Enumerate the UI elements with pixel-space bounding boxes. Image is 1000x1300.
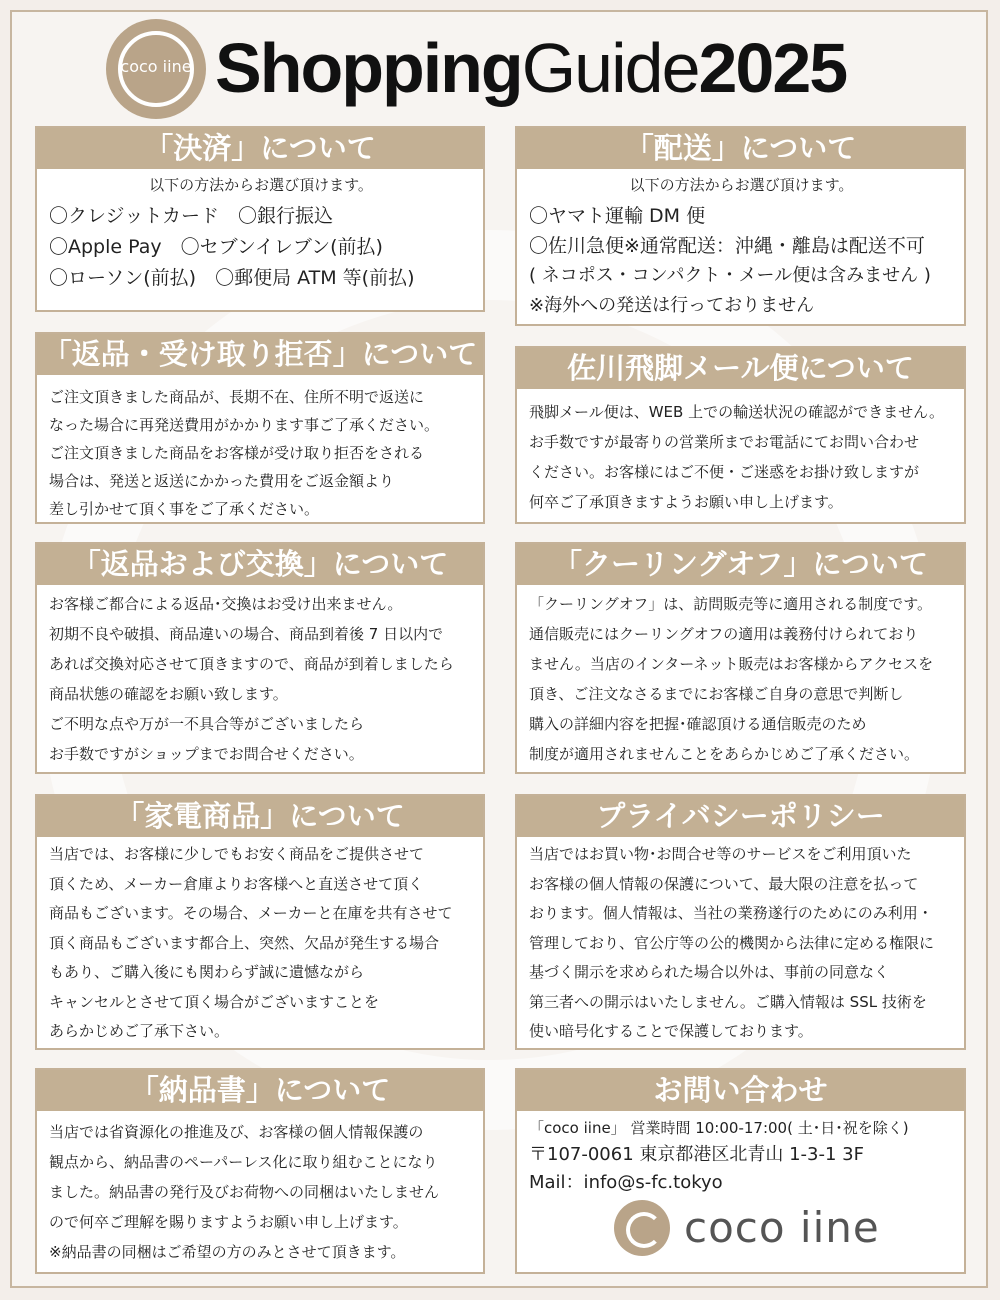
delivery-intro: 以下の方法からお選び頂けます。	[629, 176, 854, 194]
section-heading: 「決済」について	[37, 128, 483, 169]
text-line: ました。納品書の発行及びお荷物への同梱はいたしません	[49, 1183, 440, 1201]
payment-line: 〇クレジットカード 〇銀行振込	[49, 204, 333, 227]
payment-intro: 以下の方法からお選び頂けます。	[149, 176, 373, 194]
section-heading: 「配送」について	[517, 128, 964, 169]
privacy-section	[515, 794, 966, 1050]
text-line: お手数ですがショップまでお問合せください。	[49, 745, 364, 763]
text-line: ません。当店のインターネット販売はお客様からアクセスを	[529, 655, 934, 673]
contact-address: 〒107-0061 東京都港区北青山 1-3-1 3F	[529, 1144, 864, 1165]
text-line: お客様ご都合による返品･交換はお受け出来ません。	[49, 595, 403, 613]
delivery-line: 〇ヤマト運輸 DM 便	[529, 204, 706, 227]
text-line: 使い暗号化することで保護しております。	[529, 1022, 813, 1040]
section-heading: 「返品および交換」について	[37, 544, 483, 585]
text-line: 通信販売にはクーリングオフの適用は義務付けられており	[529, 625, 919, 643]
contact-section	[515, 1068, 966, 1274]
delivery-section	[515, 126, 966, 326]
text-line: あれば交換対応させて頂きますので、商品が到着しましたら	[49, 655, 454, 673]
text-line: ので何卒ご理解を賜りますようお願い申し上げます。	[49, 1213, 408, 1231]
logo-c-icon	[614, 1200, 670, 1256]
contact-hours: 「coco iine」 営業時間 10:00-17:00( 土･日･祝を除く)	[529, 1119, 909, 1137]
text-line: 何卒ご了承頂きますようお願い申し上げます。	[529, 493, 843, 511]
text-line: なった場合に再発送費用がかかります事ご了承ください。	[49, 416, 440, 434]
contact-mail[interactable]: Mail：info@s-fc.tokyo	[529, 1172, 723, 1193]
text-line: お客様の個人情報の保護について、最大限の注意を払って	[529, 874, 919, 893]
title-guide: Guide	[521, 29, 699, 107]
section-heading: 「家電商品」について	[37, 796, 483, 837]
text-line: 当店では、お客様に少しでもお安く商品をご提供させて	[49, 845, 425, 863]
text-line: ご注文頂きました商品が、長期不在、住所不明で返送に	[49, 388, 425, 406]
page-title	[215, 28, 846, 108]
section-heading: プライバシーポリシー	[517, 796, 964, 837]
text-line: 購入の詳細内容を把握･確認頂ける通信販売のため	[529, 715, 867, 733]
delivery-line: 〇佐川急便※通常配送：沖縄・離島は配送不可	[529, 234, 925, 257]
cooling-off-section	[515, 542, 966, 774]
text-line: キャンセルとさせて頂く場合がございますことを	[49, 992, 380, 1011]
text-line: ご注文頂きました商品をお客様が受け取り拒否をされる	[49, 444, 425, 462]
payment-line: 〇ローソン(前払) 〇郵便局 ATM 等(前払)	[49, 266, 415, 289]
text-line: 初期不良や破損、商品違いの場合、商品到着後 7 日以内で	[49, 625, 444, 643]
delivery-line: ※海外への発送は行っておりません	[529, 294, 815, 316]
section-heading: 「返品・受け取り拒否」について	[37, 334, 483, 375]
delivery-line: ( ネコポス・コンパクト・メール便は含みません )	[529, 264, 931, 286]
appliances-section	[35, 794, 485, 1050]
text-line: もあり、ご購入後にも関わらず誠に遺憾ながら	[49, 963, 365, 981]
text-line: お手数ですが最寄りの営業所までお電話にてお問い合わせ	[529, 433, 920, 451]
text-line: 飛脚メール便は、WEB 上での輸送状況の確認ができません。	[529, 403, 944, 421]
footer-logo-text: coco iine	[684, 1203, 880, 1252]
text-line: 差し引かせて頂く事をご了承ください。	[49, 500, 320, 518]
brand-logo	[106, 19, 206, 119]
text-line: 制度が適用されませんことをあらかじめご了承ください。	[529, 745, 920, 763]
text-line: 観点から、納品書のペーパーレス化に取り組むことになり	[49, 1153, 438, 1171]
footer-logo	[614, 1200, 914, 1262]
title-year: 2025	[698, 29, 847, 107]
text-line: ※納品書の同梱はご希望の方のみとさせて頂きます。	[49, 1243, 406, 1261]
text-line: 頂き、ご注文なさるまでにお客様ご自身の意思で判断し	[529, 685, 904, 703]
payment-line: 〇Apple Pay 〇セブンイレブン(前払)	[49, 235, 383, 258]
section-heading: 「クーリングオフ」について	[517, 544, 964, 585]
text-line: 基づく開示を求められた場合以外は、事前の同意なく	[529, 963, 890, 981]
section-heading: お問い合わせ	[517, 1070, 964, 1111]
text-line: 頂くため、メーカー倉庫よりお客様へと直送させて頂く	[49, 874, 424, 893]
section-heading: 「納品書」について	[37, 1070, 483, 1111]
text-line: 第三者への開示はいたしません。ご購入情報は SSL 技術を	[529, 992, 927, 1011]
text-line: 商品もございます。その場合、メーカーと在庫を共有させて	[49, 904, 453, 922]
text-line: ください。お客様にはご不便・ご迷惑をお掛け致しますが	[529, 463, 920, 481]
return-refusal-section	[35, 332, 485, 524]
logo-text: coco iine	[120, 57, 192, 76]
return-exchange-section	[35, 542, 485, 774]
text-line: 当店ではお買い物･お問合せ等のサービスをご利用頂いた	[529, 845, 912, 863]
title-shopping: Shopping	[215, 29, 522, 107]
sagawa-mail-section	[515, 346, 966, 524]
text-line: 「クーリングオフ」は、訪問販売等に適用される制度です。	[529, 595, 933, 613]
payment-section	[35, 126, 485, 312]
section-heading: 佐川飛脚メール便について	[517, 348, 964, 389]
text-line: 場合は、発送と返送にかかった費用をご返金額より	[49, 472, 395, 490]
text-line: 商品状態の確認をお願い致します。	[49, 685, 288, 703]
text-line: 当店では省資源化の推進及び、お客様の個人情報保護の	[49, 1123, 424, 1141]
text-line: おります。個人情報は、当社の業務遂行のためにのみ利用・	[529, 904, 933, 922]
invoice-section	[35, 1068, 485, 1274]
text-line: 頂く商品もございます都合上、突然、欠品が発生する場合	[49, 933, 440, 952]
text-line: 管理しており、官公庁等の公的機関から法律に定める権限に	[529, 933, 935, 952]
text-line: あらかじめご了承下さい。	[49, 1022, 230, 1040]
text-line: ご不明な点や万が一不具合等がございましたら	[49, 715, 365, 733]
